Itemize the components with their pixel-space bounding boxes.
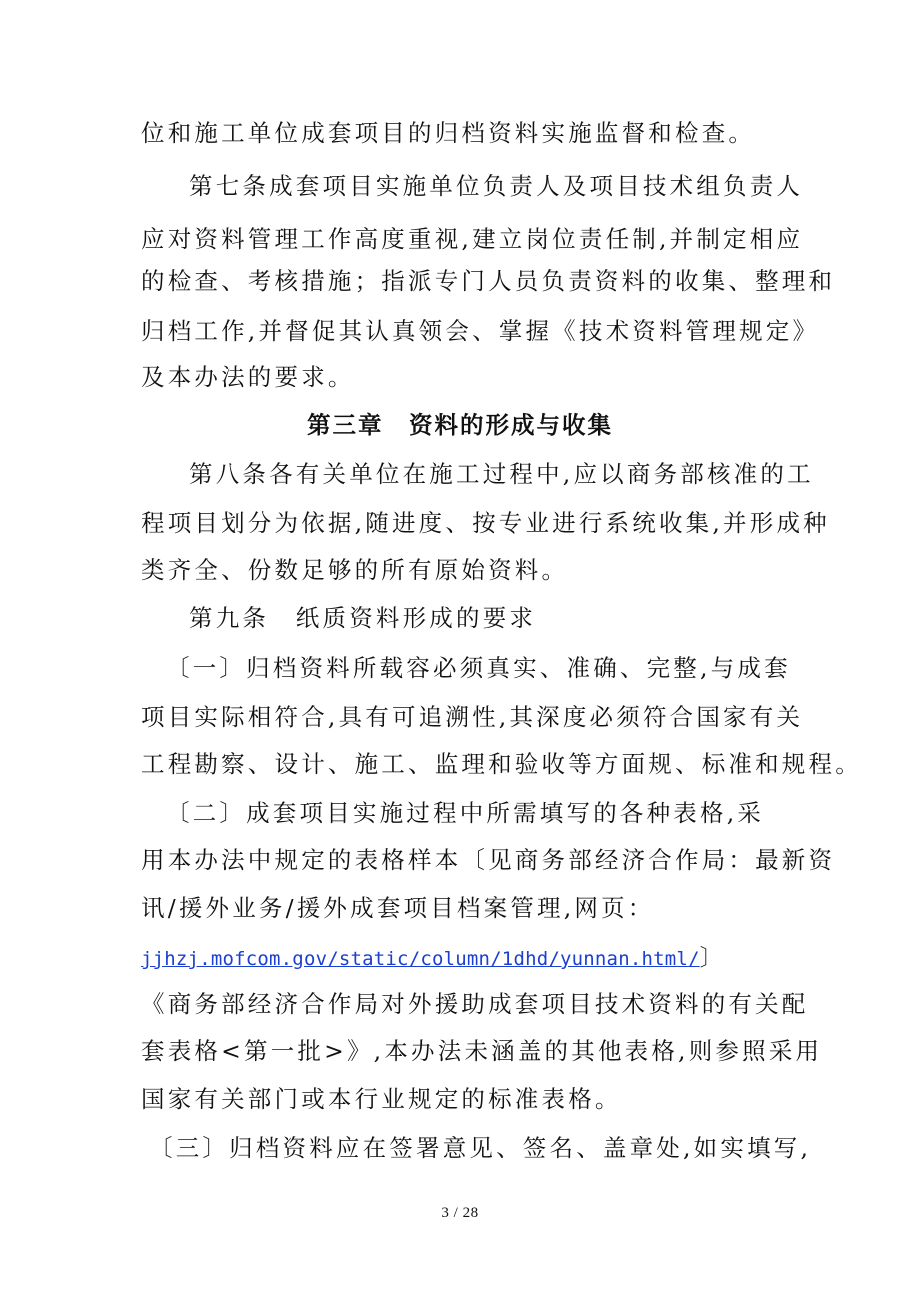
article-8-line-2: 程项目划分为依据,随进度、按专业进行系统收集,并形成种 (141, 509, 830, 537)
paragraph-line-1: 位和施工单位成套项目的归档资料实施监督和检查。 (141, 119, 756, 147)
article-7-line-3: 的检查、考核措施；指派专门人员负责资料的收集、整理和 (141, 267, 836, 295)
link-closing-bracket: 〕 (699, 945, 726, 971)
article-9-title: 第九条 纸质资料形成的要求 (189, 604, 537, 632)
clause-2-link-line (141, 942, 726, 974)
page-number: 3 / 28 (441, 1205, 479, 1221)
clause-2-line-5: 套表格<第一批>》,本办法未涵盖的其他表格,则参照采用 (141, 1037, 823, 1065)
clause-2-line-3: 讯/援外业务/援外成套项目档案管理,网页： (141, 894, 655, 922)
clause-3-line-1: 〔三〕归档资料应在签署意见、签名、盖章处,如实填写, (149, 1134, 812, 1162)
clause-2-line-6: 国家有关部门或本行业规定的标准表格。 (141, 1085, 622, 1113)
website-link[interactable]: jjhzj.mofcom.gov/static/column/1dhd/yunnan.html/ (141, 948, 700, 970)
article-7-line-2: 应对资料管理工作高度重视,建立岗位责任制,并制定相应 (141, 225, 804, 253)
clause-2-line-1: 〔二〕成套项目实施过程中所需填写的各种表格,采 (166, 799, 765, 827)
article-7-line-1: 第七条成套项目实施单位负责人及项目技术组负责人 (189, 172, 804, 200)
article-7-line-5: 及本办法的要求。 (141, 363, 355, 391)
clause-1-line-1: 〔一〕归档资料所载容必须真实、准确、完整,与成套 (166, 654, 791, 682)
clause-2-line-2: 用本办法中规定的表格样本〔见商务部经济合作局：最新资 (141, 846, 836, 874)
clause-1-line-2: 项目实际相符合,具有可追溯性,其深度必须符合国家有关 (141, 703, 804, 731)
article-8-line-3: 类齐全、份数足够的所有原始资料。 (141, 556, 569, 584)
clause-2-line-4: 《商务部经济合作局对外援助成套项目技术资料的有关配 (141, 990, 809, 1018)
chapter-3-heading: 第三章 资料的形成与收集 (307, 411, 613, 439)
clause-1-line-3: 工程勘察、设计、施工、监理和验收等方面规、标准和规程。 (141, 750, 862, 778)
article-8-line-1: 第八条各有关单位在施工过程中,应以商务部核准的工 (189, 460, 814, 488)
article-7-line-4: 归档工作,并督促其认真领会、掌握《技术资料管理规定》 (141, 317, 820, 345)
